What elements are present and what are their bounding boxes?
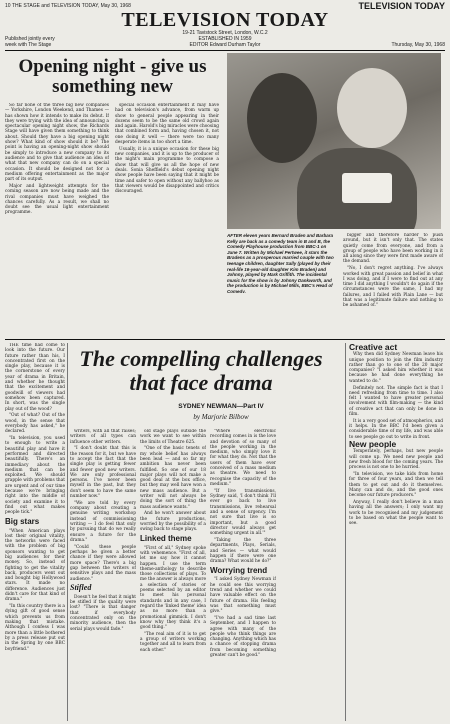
f-c3-p4: "First of all," Sydney spoke with vehemence. "First of all, let me say how it cannot happen. I use the term theme-anthology to describe those collections of plays. To me the answer is always more a selection of stories or poems selected by an editor to meet his personal standards and in any case, I regard the 'linked theme' idea as no more than a promotional gimmick. I don't know why they think it's a good thing."	[140, 545, 206, 631]
lead-headline: Opening night - give us something new	[18, 56, 207, 97]
feature-column-4	[210, 429, 276, 721]
f-c3-p5: "The real aim of it is to get a group of writers working together and all to learn from each other."	[140, 631, 206, 653]
f-c5-subhead-2: New people	[349, 439, 397, 450]
feature-byline: by Marjorie Bilbow	[193, 413, 249, 421]
masthead-editor: EDITOR Edward Durham Taylor	[189, 42, 261, 48]
column-rule-2	[345, 343, 346, 721]
lead-c2-p1: special occasion entertainment it may have had on television's advance, from warm up show to general people appearing in their dozens seem to be the same old crowd again and again. Harold's big miracles were choosing that combined form and, having chosen it, not one doing it well — there were too many desperate items in too short a time.	[115, 103, 219, 146]
feature-column-5	[349, 343, 443, 721]
lead-r-p2: "No, I don't regret anything. I've always worked with great passion and belief in what I was doing, and if I were to find out at any time I did anything I wouldn't do again if the circumstances were the same, I had my failures, and I failed with Plain Lane — but that was a legitimate failure and nothing to be ashamed of."	[343, 266, 443, 309]
f-c4-p1: "Where electronic recording comes in is the love and devotion of so many of the people working in the medium, who simply love it for what they do. Not that the users of them have ever conceived of a mass medium as theatre. We need to recognise the capacity of the medium."	[210, 429, 276, 487]
photo-figure-woman	[337, 68, 407, 148]
masthead-center	[65, 10, 385, 48]
lead-c2-p2: Usually, it is a unique occasion for these big new companies, and it is up to the producer of the night's main programme to compose a show that will give us all the hope of new deals. Sonia Sheffield's debut opening night show people have been saying that it might be time and safer to open without any ballyhoo as that viewers would be disappointed and critics discouraged.	[115, 146, 219, 195]
lead-section	[5, 53, 445, 339]
f-c3-subhead: Linked theme	[140, 534, 192, 544]
f-c2-p5: Doesn't he feel that it might be stifled if the quality were lost? "There is that danger that if everybody concentrated only on the minority audience, then the serial plays would fade."	[70, 594, 136, 632]
f-c4-subhead: Worrying trend	[210, 565, 268, 575]
f-c1-subhead: Big stars	[5, 517, 40, 526]
f-c2-subhead: Stifled	[70, 583, 92, 593]
f-c5-subhead-1: Creative act	[349, 343, 398, 352]
f-c2-p4: "Could these people perhaps be given a better chance if they were allowed more space? There's a big gap between the writers of sensitive plays and the mass audience."	[70, 544, 136, 582]
lead-column-1	[5, 103, 109, 337]
f-c5-p6: Anyway, I really don't believe in a man having all the answers; I only want my work to be recognised and my judgement to be based on what the people want to see.	[349, 500, 443, 527]
photo-figure-man	[247, 73, 317, 163]
lead-c1-p2: Major and lightweight attempts for the coming season are now being made and the rival companies must have weighed the chances carefully. As a result, we shall no doubt see the usual light entertainment programme.	[5, 183, 109, 216]
f-c4-p4: "I asked Sydney Newman if he could see this worrying trend and whether we could have valuable effect on the future of drama. His feeling was that something must give."	[210, 577, 276, 615]
f-c1-p5: "In this country there is a dying gift of good sense which prevents us from making that mistake. Although I confess I was more than a little bothered by a press release put out in the Spring by one BBC boyfriend."	[5, 604, 65, 652]
f-c1-p4: "When American plays lost their original vitality, the networks were faced with the problem of big sponsors wanting to get big audiences for their money. So, instead of fighting to get the vitality back, producers went out and bought big Hollywood stars. It made no difference. Audiences just didn't care for that kind of drama."	[5, 528, 65, 603]
f-c1-p1: THE time had come to look into the future. Our future rather than his, I concentrated first on the single play, because it is the cornerstone of every year of drama in Britain, and whether he thought that the excitement and goodwill of viewers had somehow been captured. In short, was the single play out of the wood?	[5, 343, 65, 412]
feature-series: SYDNEY NEWMAN—Part IV	[178, 403, 264, 410]
f-c5-p4: Temperately, perhaps, but new people will come up. We need new people and new fresh blood for the coming years. The process is not one to be hurried.	[349, 449, 443, 471]
column-rule-1	[67, 343, 68, 721]
f-c5-p3: It is a very good set of atmospherics, and it helps. In the BBC I'd been given a considerable time of my life, and was able to see people go out to write in front.	[349, 418, 443, 440]
f-c2-p3: "We are told by every company about creating a genuine writing workshop instead of commissioning writing — I do feel that only by pursuing that do we really ensure a future for the drama."	[70, 500, 136, 543]
lead-r-p1: bigger and therefore harder to push around, but it isn't only that. The states quietly come from everyone, and from a group of people who have been working in it all along since they were first made aware of the demand.	[343, 233, 443, 265]
section-rule	[5, 339, 445, 340]
feature-column-1	[5, 343, 65, 721]
masthead-title: TELEVISION TODAY	[121, 9, 329, 31]
feature-section	[5, 339, 445, 724]
f-c3-p3: And he won't answer about the future productions, worried by the possibility of a swing back to stage plays.	[140, 511, 206, 533]
f-c1-p2: "Out of what? Out of the wood, in the sense that everybody has asked," he declared.	[5, 413, 65, 435]
f-c2-p1: writers, with all that raises; writers of all types can influence other writers.	[70, 429, 136, 445]
running-title	[5, 3, 131, 9]
lead-right-column	[343, 233, 443, 337]
brand-label: TELEVISION TODAY	[358, 0, 445, 11]
lead-column-2	[115, 103, 219, 337]
lead-c1-p1: So far none of the three big new companies — Yorkshire, London Weekend, and Thames — has shown how it intends to make its debut. If they were trying with the idea of announcing a spectacular opening night show, the Richards Stage will have given them something to think about. Should they have a big opening night show? What kind of show should it be? The point is having an opening-night show should be simply to introduce a new company to its audience and to give that audience an idea of what that new company can do on a special occasion. It should be designed not for a medium offering entertainment as the major part of its output.	[5, 103, 109, 183]
f-c3-p2: "One of the basic tenets of my whole belief has always been lead — and so far my ambition has never been fulfilled. So one of our 18 major plays will not make a good deal at the box office, but they may well have won a new mass audience. But a writer will not always be doing the sort of thing the mass audience wants."	[140, 446, 206, 510]
masthead	[5, 10, 445, 51]
f-c1-p3: "In television, you used to enough to write a beautiful play and have it performed and directed beautifully. There's an immediacy about the medium that can be exploited. We should grapple with problems that are urgent and of our time because we're bringing right into the middle of society and examine it to find out what makes people tick."	[5, 436, 65, 516]
f-c4-p2: "If live transmissions, Sydney said, 'I don't think I'll ever go back to live transmissions, live rehearsal and a sense of urgency. I'm not sure that live is so important, but a good director would always get something urgent in all.'"	[210, 488, 276, 537]
f-c5-p2: Definitely not. The simple fact is that I need refreshing from time to time. I also felt I wanted to have greater personal involvement with film-making — the kind of creative act that can only be done in film.	[349, 385, 443, 418]
masthead-established: ESTABLISHED IN 1959	[198, 36, 252, 42]
feature-column-3	[140, 429, 206, 721]
f-c4-p5: "I've had a sad time last September, and I happen to agree with many of the people who think things are changing. Anything which has a chance of stopping drama from becoming something greater can't be good."	[210, 616, 276, 659]
f-c4-p3: "Taking the three departments, Plays, Serials, and Series — what would happen if there were one drama? What would he do?"	[210, 537, 276, 565]
page-number: 10	[5, 2, 11, 9]
f-c5-p1: Why then did Sydney Newman leave his unique position to join the film industry rather than go to one of the 20 major companies? "I asked him whether it was because he had done everything he wanted to do."	[349, 352, 443, 384]
f-c3-p1: old stage plays outside the work we want to see within the limits of Theatre 625.	[140, 429, 206, 445]
running-title-text: THE STAGE and TELEVISION TODAY, May 30, 1968	[11, 2, 131, 9]
f-c2-p2: "I don't doubt that this is the reason for it, but we have to accept the fact that the single play is getting fewer and fewer good new writers. We are only professional persons. I've never been myself in the past, but they don't seem to have the same number now."	[70, 446, 136, 500]
feature-column-2	[70, 429, 136, 721]
f-c5-p5: "In television, we take kids from home for three of four years, and then we tell them to get out and do it themselves. Many can and do, and the good ones become our future producers."	[349, 472, 443, 499]
masthead-date: Thursday, May 30, 1968	[391, 42, 445, 48]
news-photo	[227, 53, 441, 229]
photo-paper	[342, 173, 392, 203]
feature-headline: The compelling challenges that face drama	[79, 346, 323, 395]
masthead-left: Published jointly every week with The Stage	[5, 36, 55, 48]
photo-caption: AFTER eleven years Bernard Braden and Barbara Kelly are back as a comedy team in B and B, the Comedy Playhouse production from BBC-1 on June 7. Written by Michael Pertwee, it stars the Bradens as a prosperous married couple with two teenage children, daughter Sally (played by their real-life 16-year-old daughter Kim Braden) and Johnny, played by Mark Griffith. The incidental music for the show is by Johnny Dankworth, and the production is by Michael Mills, BBC's Head of Comedy.	[227, 233, 334, 293]
top-strip	[5, 2, 445, 9]
masthead-address: 19-21 Tavistock Street, London, W.C.2	[182, 30, 268, 36]
